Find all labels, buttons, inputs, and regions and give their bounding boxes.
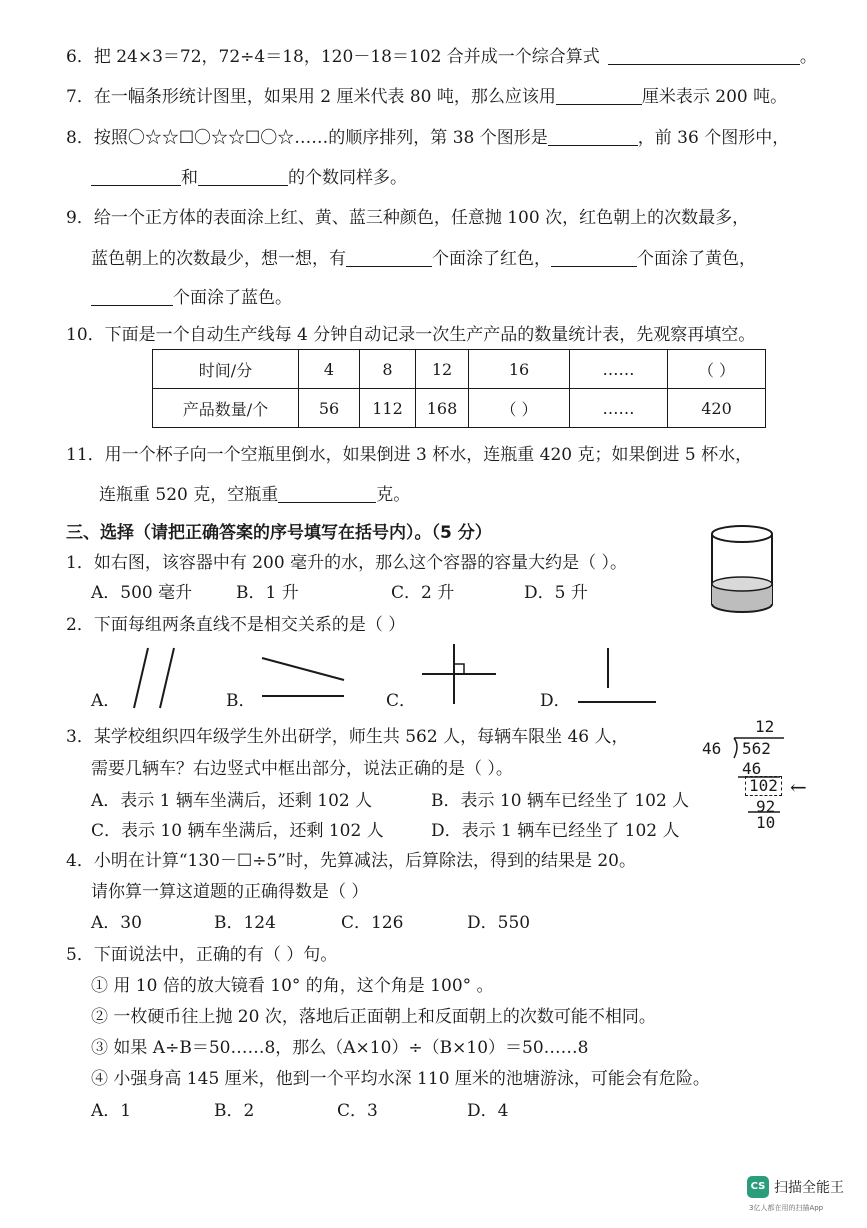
answer-blank[interactable] — [91, 287, 173, 306]
choice-3-option-c[interactable]: C．表示 10 辆车坐满后，还剩 102 人 — [91, 821, 384, 841]
table-cell-answer[interactable]: （ ） — [668, 350, 766, 389]
question-11 — [66, 444, 752, 466]
division-lines — [726, 736, 786, 814]
division-step-1: 46 — [742, 759, 762, 778]
choice-5-text: 5．下面说法中，正确的有（ ）句。 — [66, 945, 338, 965]
choice-5-statement-3: ③ 如果 A÷B＝50……8，那么（A×10）÷（B×10）＝50……8 — [91, 1038, 589, 1058]
question-11-text-end: 克。 — [376, 485, 411, 505]
choice-1-text: 1．如右图，该容器中有 200 毫升的水，那么这个容器的容量大约是（ ）。 — [66, 553, 627, 573]
table-cell: 产品数量/个 — [153, 389, 299, 428]
division-step-2: 92 — [756, 797, 776, 816]
choice-4-text: 4．小明在计算“130－☐÷5”时，先算减法，后算除法，得到的结果是 20。 — [66, 851, 636, 871]
watermark-tagline: 3亿人都在用的扫描App — [749, 1204, 824, 1212]
choice-1-option-d[interactable]: D．5 升 — [524, 583, 588, 603]
question-9-yellow: 个面涂了黄色， — [637, 249, 756, 269]
table-row — [153, 389, 766, 428]
question-6-text: 6．把 24×3＝72，72÷4＝18，120－18＝102 合并成一个综合算式 — [66, 47, 600, 67]
choice-2-option-d[interactable]: D． — [540, 691, 571, 711]
question-9-line3 — [91, 287, 292, 309]
question-6-end: 。 — [799, 47, 817, 67]
choice-2-option-a[interactable]: A． — [91, 691, 121, 711]
answer-blank[interactable] — [91, 167, 181, 186]
question-10 — [66, 324, 755, 346]
question-7-text: 7．在一幅条形统计图里，如果用 2 厘米代表 80 吨，那么应该用 — [66, 87, 556, 107]
choice-5-statement-2: ② 一枚硬币往上抛 20 次，落地后正面朝上和反面朝上的次数可能不相同。 — [91, 1007, 656, 1027]
choice-5-option-a[interactable]: A．1 — [91, 1101, 132, 1121]
answer-blank[interactable] — [198, 167, 288, 186]
cs-logo-icon: CS — [747, 1176, 769, 1198]
question-9-red: 个面涂了红色， — [432, 249, 551, 269]
choice-5-option-d[interactable]: D．4 — [467, 1101, 509, 1121]
lines-figure-d — [576, 646, 658, 706]
question-9-line2 — [91, 248, 756, 270]
table-cell-answer[interactable]: （ ） — [469, 389, 570, 428]
lines-figure-a — [128, 646, 180, 710]
table-cell: …… — [570, 350, 668, 389]
answer-blank[interactable] — [278, 484, 376, 503]
choice-3-text: 3．某学校组织四年级学生外出研学，师生共 562 人，每辆车限坐 46 人， — [66, 727, 629, 747]
choice-5-option-b[interactable]: B．2 — [214, 1101, 255, 1121]
division-remainder: 10 — [756, 813, 776, 832]
lines-figure-b — [258, 654, 348, 700]
section-3-title: 三、选择（请把正确答案的序号填写在括号内）。（5 分） — [66, 523, 492, 543]
lines-figure-c — [420, 642, 498, 706]
table-cell: 4 — [299, 350, 360, 389]
table-cell: 8 — [360, 350, 416, 389]
choice-3-option-d[interactable]: D．表示 1 辆车已经坐了 102 人 — [431, 821, 680, 841]
table-cell: 16 — [469, 350, 570, 389]
question-8 — [66, 127, 789, 149]
question-9-text: 9．给一个正方体的表面涂上红、黄、蓝三种颜色，任意抛 100 次，红色朝上的次数最多， — [66, 208, 750, 228]
question-9-text-2: 蓝色朝上的次数最少，想一想，有 — [91, 249, 346, 269]
division-boxed-remainder: 102 — [745, 776, 782, 796]
division-divisor: 46 — [702, 739, 722, 758]
table-cell: 168 — [416, 389, 469, 428]
choice-3-option-b[interactable]: B．表示 10 辆车已经坐了 102 人 — [431, 791, 690, 811]
choice-1-option-c[interactable]: C．2 升 — [391, 583, 455, 603]
choice-1-option-a[interactable]: A．500 毫升 — [91, 583, 193, 603]
container-figure — [710, 524, 774, 616]
division-quotient: 12 — [755, 717, 775, 736]
answer-blank[interactable] — [548, 127, 638, 146]
question-7 — [66, 86, 787, 108]
choice-3-option-a[interactable]: A．表示 1 辆车坐满后，还剩 102 人 — [91, 791, 373, 811]
question-10-text: 10．下面是一个自动生产线每 4 分钟自动记录一次生产产品的数量统计表，先观察再填空。 — [66, 325, 756, 345]
choice-4-text-2: 请你算一算这道题的正确得数是（ ） — [91, 882, 369, 902]
choice-2-option-c[interactable]: C． — [386, 691, 417, 711]
division-dividend: 562 — [742, 739, 771, 758]
choice-1-option-b[interactable]: B．1 升 — [236, 583, 299, 603]
question-9 — [66, 207, 749, 229]
question-11-line2 — [99, 484, 410, 506]
answer-blank[interactable] — [608, 46, 800, 65]
question-8-and: 和 — [181, 168, 198, 188]
question-11-text-2: 连瓶重 520 克，空瓶重 — [99, 485, 279, 505]
question-6 — [66, 46, 817, 68]
table-cell: 时间/分 — [153, 350, 299, 389]
watermark-name: 扫描全能王 — [774, 1180, 844, 1196]
choice-2-text: 2．下面每组两条直线不是相交关系的是（ ） — [66, 615, 406, 635]
choice-2-option-b[interactable]: B． — [226, 691, 256, 711]
table-cell: 420 — [668, 389, 766, 428]
choice-5-statement-4: ④ 小强身高 145 厘米，他到一个平均水深 110 厘米的池塘游泳，可能会有危险。 — [91, 1069, 710, 1089]
table-cell: …… — [570, 389, 668, 428]
choice-4-option-c[interactable]: C．126 — [341, 913, 404, 933]
answer-blank[interactable] — [556, 86, 642, 105]
table-row — [153, 350, 766, 389]
choice-5-statement-1: ① 用 10 倍的放大镜看 10° 的角，这个角是 100° 。 — [91, 976, 494, 996]
table-cell: 56 — [299, 389, 360, 428]
answer-blank[interactable] — [346, 248, 432, 267]
choice-3-text-2: 需要几辆车？右边竖式中框出部分，说法正确的是（ ）。 — [91, 759, 513, 779]
question-8-line2 — [91, 167, 407, 189]
question-8-text-mid: ，前 36 个图形中， — [637, 128, 790, 148]
table-cell: 12 — [416, 350, 469, 389]
question-8-text-end: 的个数同样多。 — [288, 168, 407, 188]
question-8-text: 8．按照〇☆☆☐〇☆☆☐〇☆……的顺序排列，第 38 个图形是 — [66, 128, 548, 148]
question-11-text: 11．用一个杯子向一个空瓶里倒水，如果倒进 3 杯水，连瓶重 420 克；如果倒进 5 杯水， — [66, 445, 753, 465]
answer-blank[interactable] — [551, 248, 637, 267]
choice-4-option-b[interactable]: B．124 — [214, 913, 276, 933]
question-7-text-end: 厘米表示 200 吨。 — [641, 87, 788, 107]
choice-5-option-c[interactable]: C．3 — [337, 1101, 378, 1121]
question-9-blue: 个面涂了蓝色。 — [173, 288, 292, 308]
arrow-left-icon: ← — [790, 775, 807, 799]
production-table — [152, 349, 766, 428]
table-cell: 112 — [360, 389, 416, 428]
choice-4-option-a[interactable]: A．30 — [91, 913, 142, 933]
choice-4-option-d[interactable]: D．550 — [467, 913, 531, 933]
